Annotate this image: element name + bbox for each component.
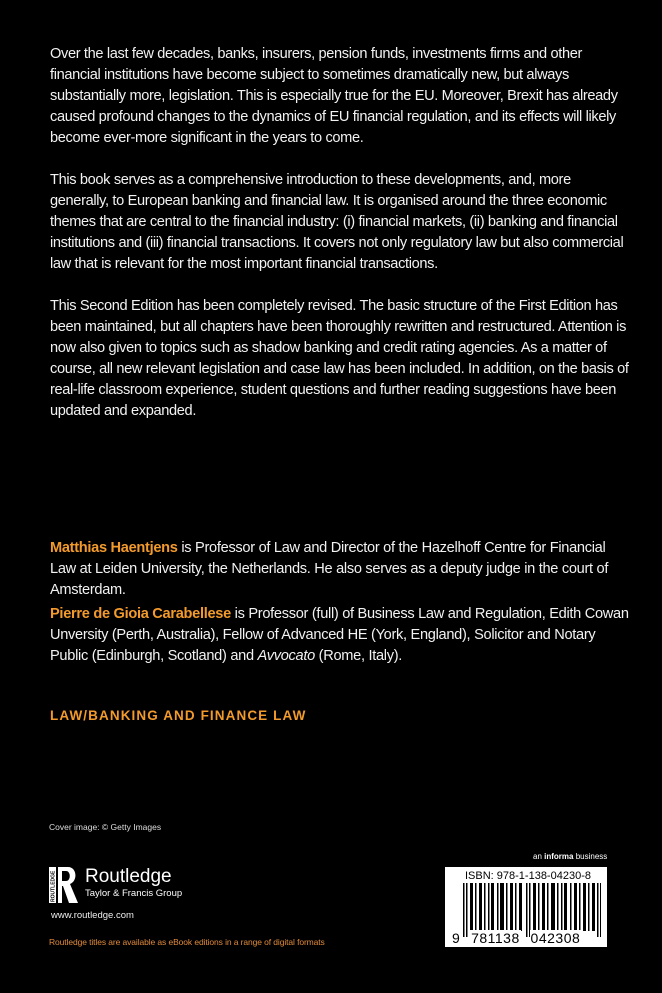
author-bio-text-end: (Rome, Italy). bbox=[314, 648, 403, 664]
isbn-label: ISBN: 978-1-138-04230-8 bbox=[465, 870, 591, 882]
author-bio-text: is Professor of Law and Director of the Hazelhoff Centre for Financial Law at Leiden University, the Netherlands. He also serves as a deputy judge in the court of Amsterdam. bbox=[50, 540, 609, 598]
barcode-bars-icon bbox=[463, 883, 601, 937]
blurb-paragraph-1: Over the last few decades, banks, insurers, pension funds, investments firms and other financial institutions have become subject to sometimes dramatically new, but always substantially more, legislation. This is especially true for the EU. Moreover, Brexit has already caused profound changes to the dynamics of EU financial regulation, and its effects will likely become ever-more significant in the years to come. bbox=[50, 46, 618, 146]
isbn-barcode bbox=[445, 867, 607, 947]
cover-image-credit: Cover image: © Getty Images bbox=[49, 822, 162, 832]
publisher-website[interactable]: www.routledge.com bbox=[51, 910, 134, 921]
publisher-name: Routledge bbox=[85, 866, 172, 887]
author-name: Pierre de Gioia Carabellese bbox=[50, 606, 231, 622]
routledge-r-logo-icon bbox=[49, 867, 79, 903]
svg-text:ROUTLEDGE: ROUTLEDGE bbox=[50, 870, 57, 902]
barcode-digits: 9 781138 042308 bbox=[452, 930, 581, 946]
author-bio-italic: Avvocato bbox=[257, 648, 315, 664]
blurb-paragraph-3: This Second Edition has been completely revised. The basic structure of the First Edition has been maintained, but all chapters have been thoroughly rewritten and restructured. Attention is now also given to topics such as shadow banking and credit rating agencies. As a matter of course, all new relevant legislation and case law has been included. In addition, on the basis of real-life classroom experience, student questions and further reading suggestions have been updated and expanded. bbox=[50, 298, 629, 419]
blurb-paragraph-2: This book serves as a comprehensive introduction to these developments, and, more generally, to European banking and financial law. It is organised around the three economic themes that are central to the financial industry: (i) financial markets, (ii) banking and financial institutions and (iii) financial transactions. It covers not only regulatory law but also commercial law that is relevant for the most important financial transactions. bbox=[50, 172, 624, 272]
subject-category: LAW/BANKING AND FINANCE LAW bbox=[50, 708, 307, 723]
author-bio-text: is Professor (full) of Business Law and Regulation, Edith Cowan Unversity (Perth, Australia), Fellow of Advanced HE (York, England), Solicitor and Notary Public (Edinburgh, Scotland) and bbox=[50, 606, 629, 664]
author-name: Matthias Haentjens bbox=[50, 540, 178, 556]
author-bio-haentjens bbox=[50, 538, 630, 601]
back-cover-blurb bbox=[50, 44, 630, 443]
publisher-logo bbox=[49, 867, 182, 903]
ebook-availability-note: Routledge titles are available as eBook editions in a range of digital formats bbox=[49, 937, 325, 947]
publisher-group: Taylor & Francis Group bbox=[85, 888, 183, 899]
informa-business-tag: an informa business bbox=[533, 852, 608, 861]
author-bio-carabellese bbox=[50, 604, 630, 667]
